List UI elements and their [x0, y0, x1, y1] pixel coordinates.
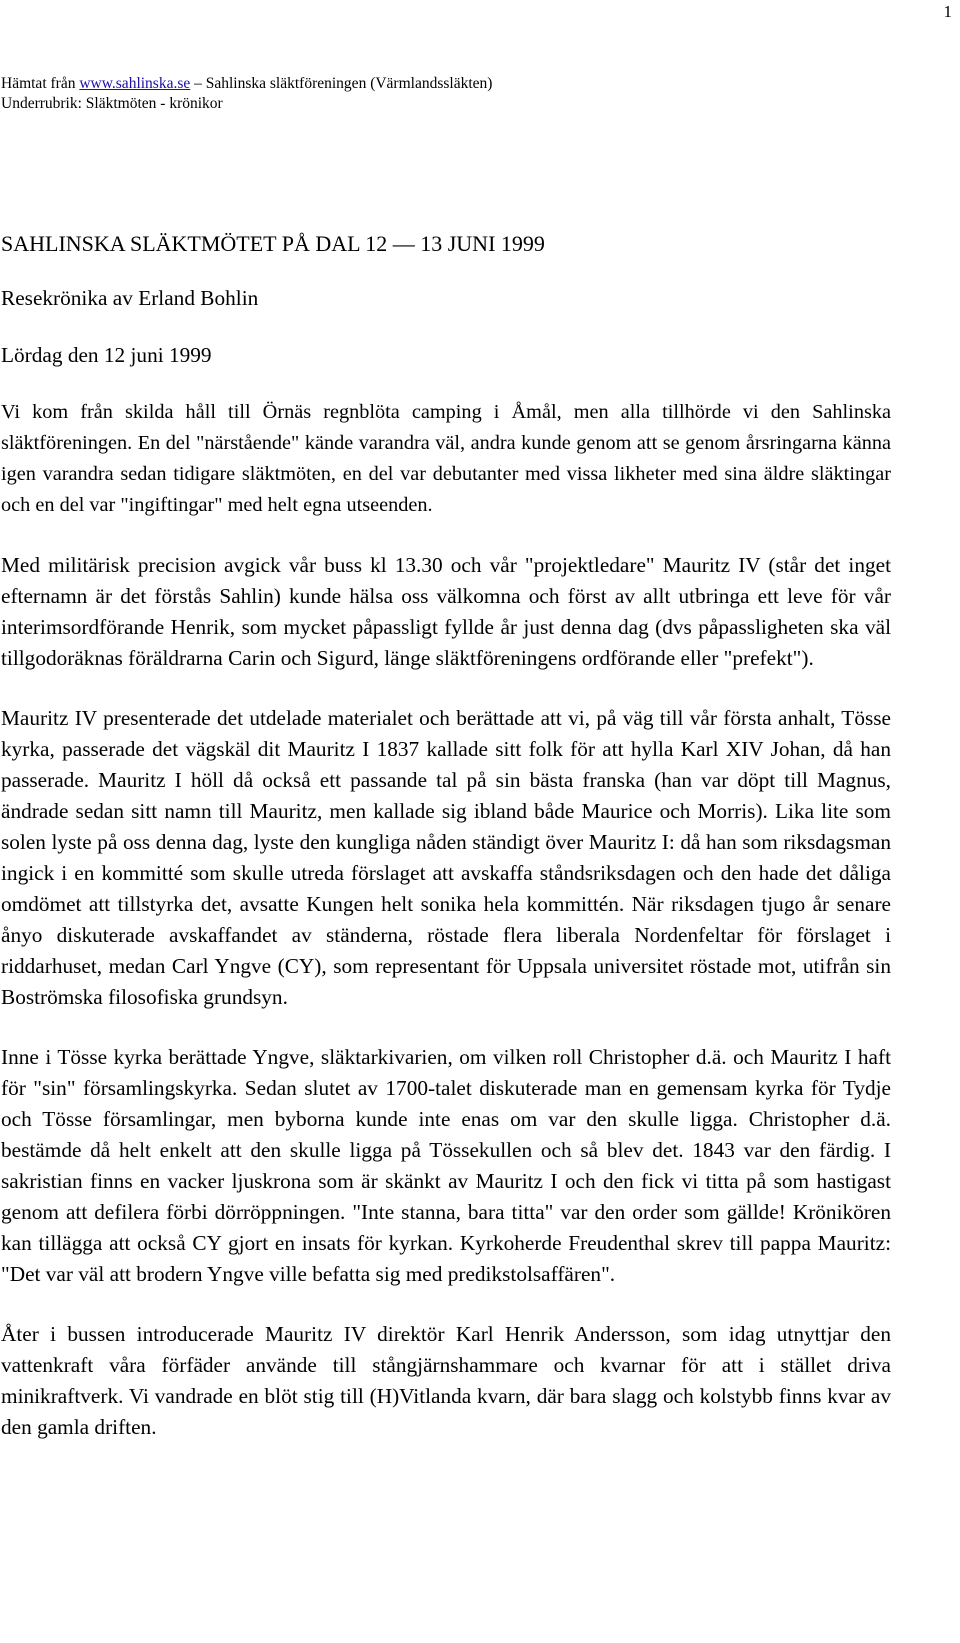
paragraph: Mauritz IV presenterade det utdelade materialet och berättade att vi, på väg till vår första anhalt, Tösse kyrka, passerade det vägskäl dit Mauritz I 1837 kallade sitt folk för att hylla Karl XIV Johan, då han passerade. Mauritz I höll då också ett passande tal på sin bästa franska (han var döpt till Magnus, ändrade sedan sitt namn till Mauritz, men kallade sig ibland både Maurice och Morris). Lika lite som solen lyste på oss denna dag, lyste den kungliga nåden ständigt över Mauritz I: då han som riksdagsman ingick i en kommitté som skulle utreda förslaget att avskaffa ståndsriksdagen och den hade det dåliga omdömet att tillstyrka det, avsatte Kungen helt sonika hela kommittén. När riksdagen tjugo år senare ånyo diskuterade avskaffandet av ständerna, röstade flera liberala Nordenfeltar för förslaget i riddarhuset, medan Carl Yngve (CY), som representant för Uppsala universitet röstade mot, utifrån sin Boströmska filosofiska grundsyn.	[1, 706, 891, 1009]
source-subheading: Underrubrik: Släktmöten - krönikor	[1, 95, 223, 112]
page-number: 1	[943, 2, 952, 21]
date-heading: Lördag den 12 juni 1999	[1, 343, 212, 367]
paragraph: Inne i Tösse kyrka berättade Yngve, släktarkivarien, om vilken roll Christopher d.ä. och Mauritz I haft för "sin" församlingskyrka. Sedan slutet av 1700-talet diskuterade man en gemensam kyrka för Tydje och Tösse församlingar, men byborna kunde inte enas om var den skulle ligga. Christopher d.ä. bestämde då helt enkelt att den skulle ligga på Tössekullen och så blev det. 1843 var den färdig. I sakristian finns en vacker ljuskrona som är skänkt av Mauritz I och den fick vi titta på som hastigast genom att defilera förbi dörröppningen. "Inte stanna, bara titta" var den order som gällde! Krönikören kan tillägga att också CY gjort en insats för kyrkan. Kyrkoherde Freudenthal skrev till pappa Mauritz: "Det var väl att brodern Yngve ville befatta sig med predikstolsaffären".	[1, 1045, 891, 1286]
paragraph: Med militärisk precision avgick vår buss kl 13.30 och vår "projektledare" Mauritz IV (står det inget efternamn är det förstås Sahlin) kunde hälsa oss välkomna och först av allt utbringa ett leve för vår interimsordförande Henrik, som mycket påpassligt fyllde år just denna dag (dvs påpassligheten ska väl tillgodoräknas föräldrarna Carin och Sigurd, länge släktföreningens ordförande eller "prefekt").	[1, 553, 891, 670]
paragraph: Vi kom från skilda håll till Örnäs regnblöta camping i Åmål, men alla tillhörde vi den Sahlinska släktföreningen. En del "närstående" kände varandra väl, andra kunde genom att se genom årsringarna känna igen varandra sedan tidigare släktmöten, en del var debutanter med vissa likheter med sina äldre släktingar och en del var "ingiftingar" med helt egna utseenden.	[1, 401, 891, 516]
source-link[interactable]: www.sahlinska.se	[79, 75, 191, 92]
paragraph: Åter i bussen introducerade Mauritz IV direktör Karl Henrik Andersson, som idag utnyttjar den vattenkraft våra förfäder använde till stångjärnshammare och kvarnar för att i stället driva minikraftverk. Vi vandrade en blöt stig till (H)Vitlanda kvarn, där bara slagg och kolstybb finns kvar av den gamla driften.	[1, 1322, 891, 1439]
source-header	[1, 74, 492, 114]
document-title: SAHLINSKA SLÄKTMÖTET PÅ DAL 12 — 13 JUNI 1999	[1, 231, 545, 256]
document-body	[1, 228, 891, 1472]
source-suffix: – Sahlinska släktföreningen (Värmlandssläkten)	[190, 75, 493, 92]
source-prefix: Hämtat från	[1, 75, 80, 92]
byline: Resekrönika av Erland Bohlin	[1, 286, 259, 310]
source-line	[1, 74, 492, 94]
